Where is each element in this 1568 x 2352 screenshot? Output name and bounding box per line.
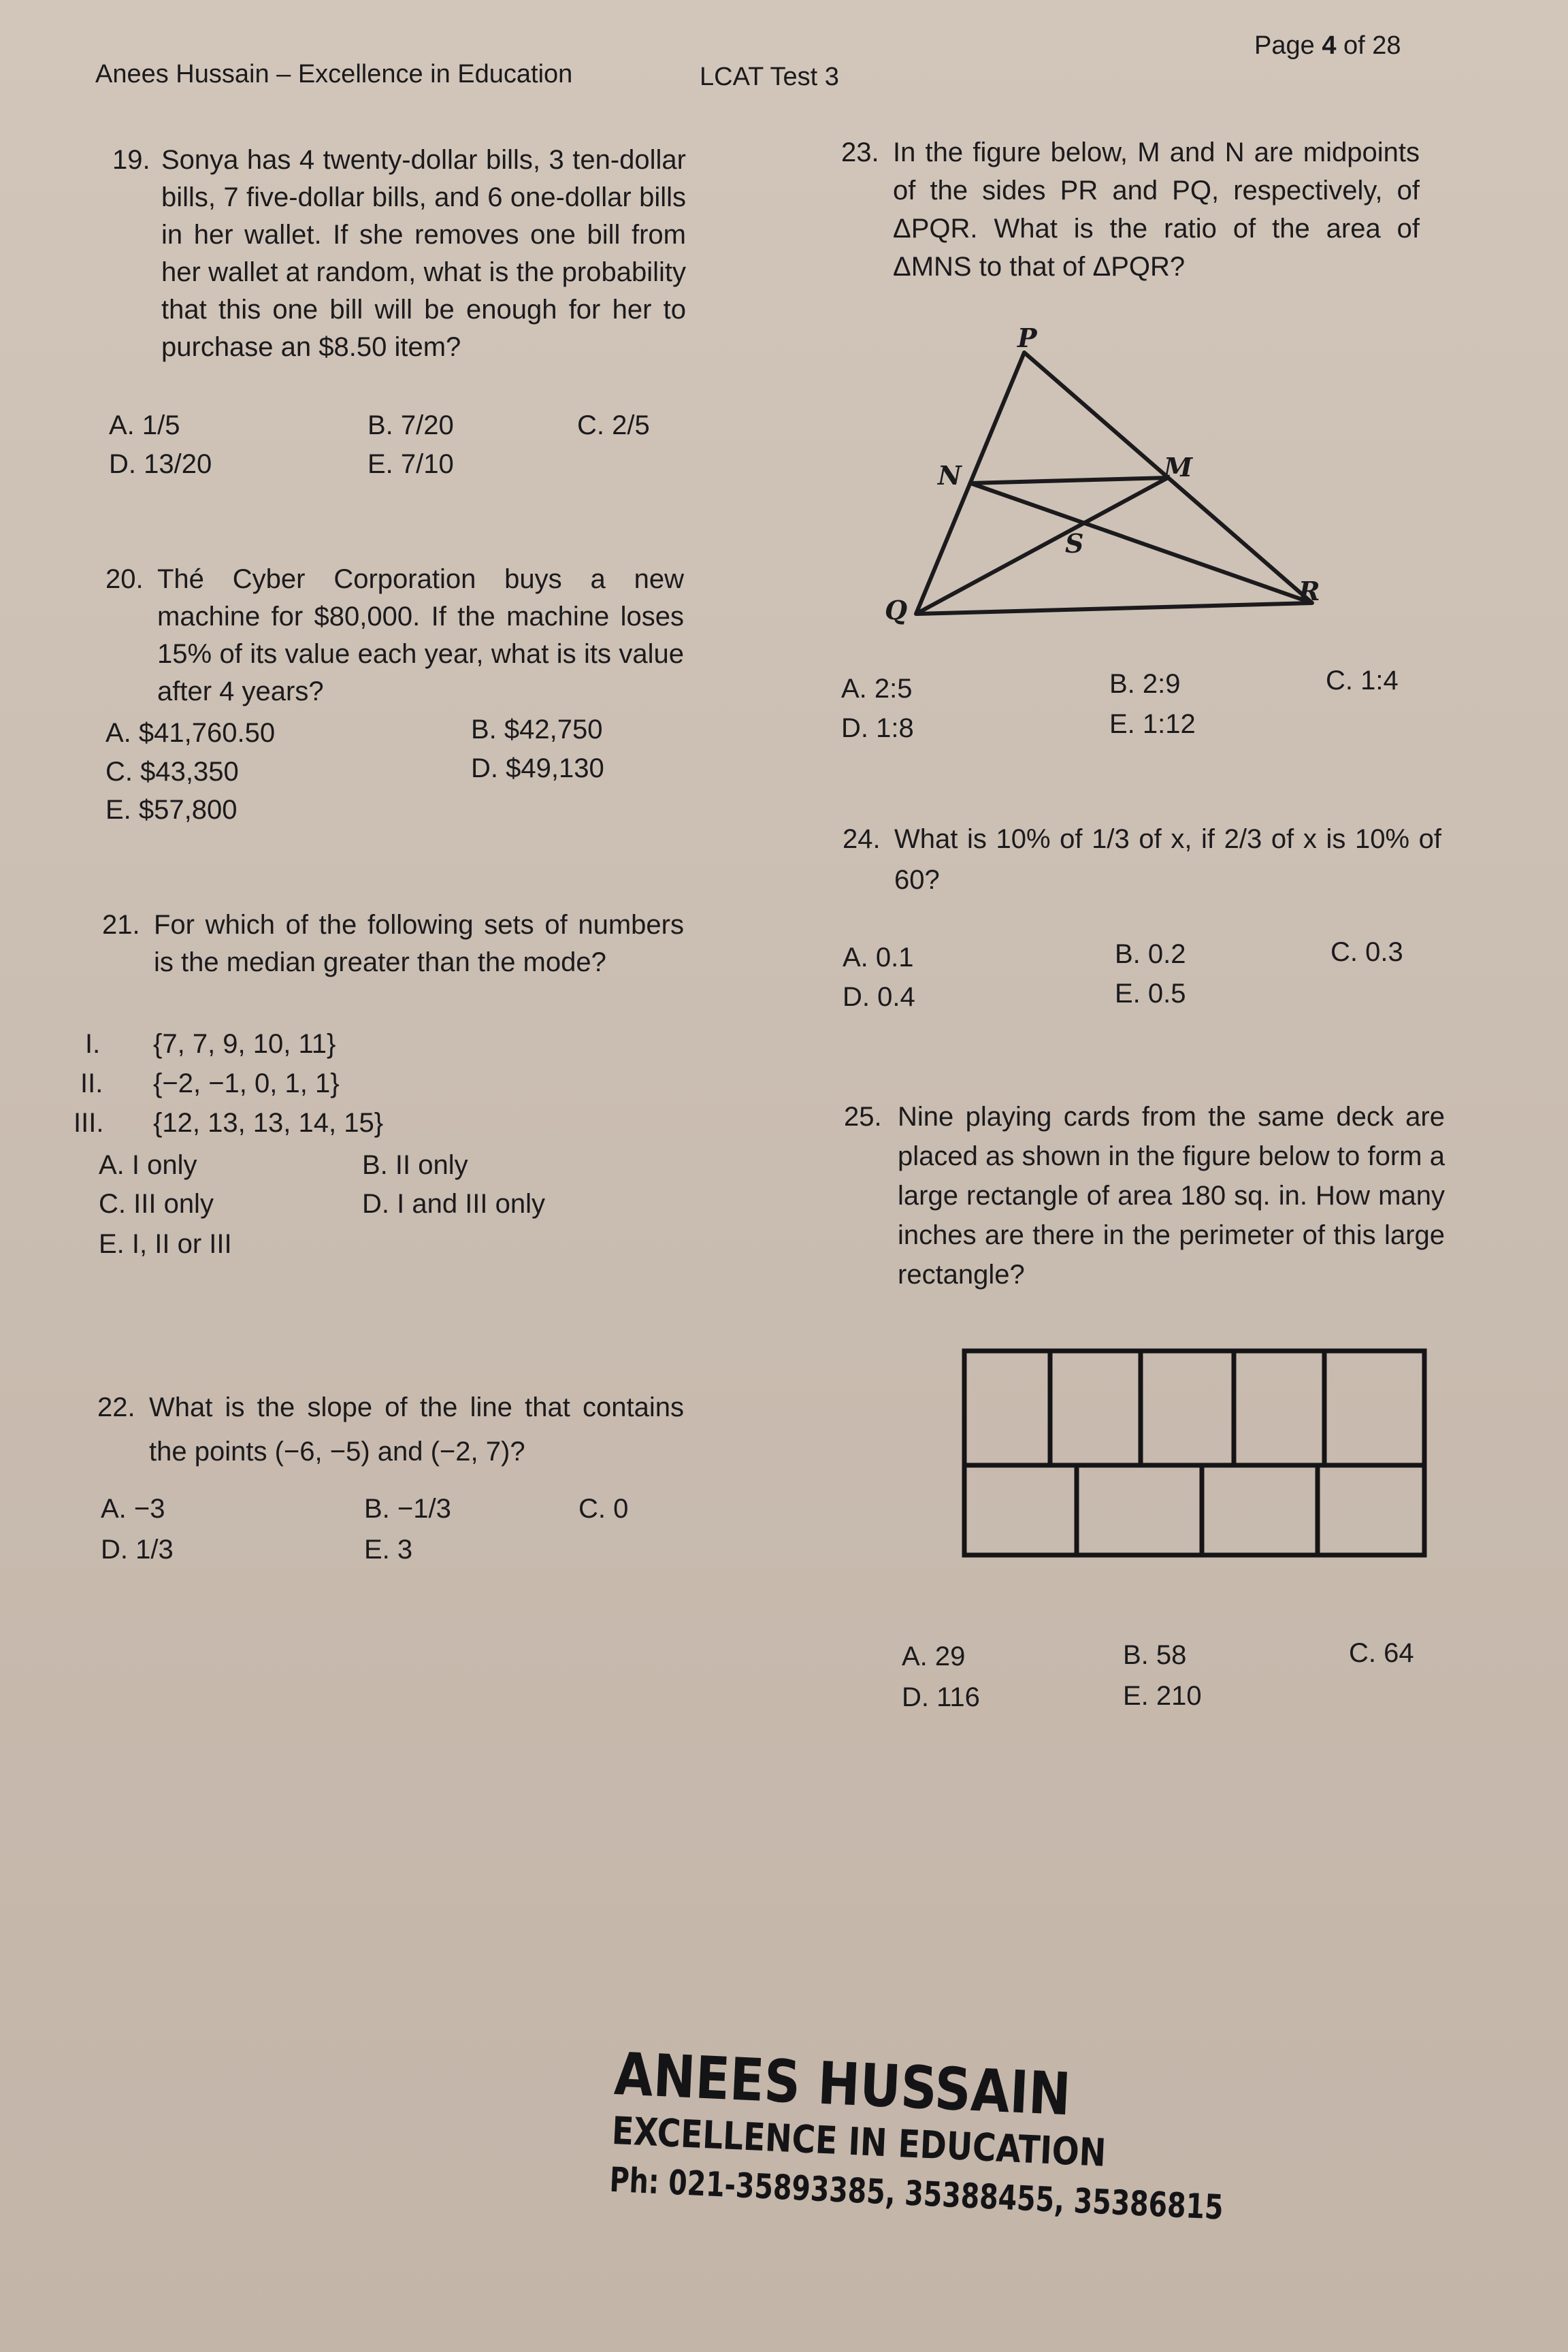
label-m: M xyxy=(1164,452,1193,483)
stamp-tagline: EXCELLENCE IN EDUCATION xyxy=(610,2108,1107,2176)
question-number: 20. xyxy=(105,564,144,594)
option-a[interactable]: A. 29 xyxy=(902,1642,966,1671)
option-d[interactable]: D. 13/20 xyxy=(109,449,212,479)
option-b[interactable]: B. −1/3 xyxy=(364,1494,451,1524)
option-e[interactable]: E. 0.5 xyxy=(1115,979,1186,1009)
option-b[interactable]: B. 2:9 xyxy=(1109,669,1181,699)
option-d[interactable]: D. 1:8 xyxy=(841,713,914,743)
option-e[interactable]: E. 1:12 xyxy=(1109,709,1196,739)
option-b[interactable]: B. 58 xyxy=(1123,1640,1187,1670)
header-center: LCAT Test 3 xyxy=(700,63,839,91)
option-c[interactable]: C. III only xyxy=(99,1189,214,1219)
question-text: Sonya has 4 twenty-dollar bills, 3 ten-dollar bills, 7 five-dollar bills, and 6 one-dollar bills in her wallet. If she removes one bill from her wallet at random, what is the probability that this one bill will be enough for her to purchase an $8.50 item? xyxy=(161,145,686,362)
question-text: What is the slope of the line that contains the points (−6, −5) and (−2, 7)? xyxy=(149,1392,684,1467)
option-a[interactable]: A. −3 xyxy=(101,1494,165,1524)
question-22 xyxy=(97,1386,684,1474)
question-number: 21. xyxy=(102,910,140,940)
question-text: In the figure below, M and N are midpoints of the sides PR and PQ, respectively, of ΔPQR. What is the ratio of the area of ΔMNS to that of ΔPQR? xyxy=(893,137,1420,282)
set-1: {7, 7, 9, 10, 11} xyxy=(153,1029,336,1059)
question-20 xyxy=(105,561,684,710)
option-e[interactable]: E. 7/10 xyxy=(368,449,454,479)
option-c[interactable]: C. 64 xyxy=(1349,1638,1414,1668)
option-a[interactable]: A. I only xyxy=(99,1150,197,1180)
option-b[interactable]: B. 7/20 xyxy=(368,410,454,440)
question-25 xyxy=(844,1097,1445,1294)
stamp-phone: Ph: 021-35893385, 35388455, 35386815 xyxy=(608,2159,1224,2227)
stamp-name: ANEES HUSSAIN xyxy=(612,2040,1073,2129)
option-b[interactable]: B. 0.2 xyxy=(1115,939,1186,969)
set-3: {12, 13, 13, 14, 15} xyxy=(153,1108,384,1138)
label-q: Q xyxy=(885,595,908,625)
question-19 xyxy=(112,142,686,366)
option-c[interactable]: C. 0 xyxy=(578,1494,629,1524)
option-e[interactable]: E. 210 xyxy=(1123,1681,1202,1711)
option-d[interactable]: D. $49,130 xyxy=(471,753,604,783)
label-p: P xyxy=(1017,323,1037,353)
option-a[interactable]: A. 1/5 xyxy=(109,410,180,440)
page-indicator xyxy=(1254,31,1401,61)
option-a[interactable]: A. 2:5 xyxy=(841,674,913,704)
question-number: 25. xyxy=(844,1102,882,1132)
question-23 xyxy=(841,133,1420,286)
question-text: What is 10% of 1/3 of x, if 2/3 of x is 10% of 60? xyxy=(894,824,1441,895)
page-suffix: of 28 xyxy=(1336,31,1401,60)
option-c[interactable]: C. 1:4 xyxy=(1326,666,1399,696)
header-left: Anees Hussain – Excellence in Education xyxy=(95,60,573,88)
label-r: R xyxy=(1298,576,1320,606)
question-number: 23. xyxy=(841,137,879,167)
option-c[interactable]: C. 2/5 xyxy=(577,410,650,440)
question-24 xyxy=(843,819,1441,900)
question-number: 19. xyxy=(112,145,150,175)
option-d[interactable]: D. 116 xyxy=(902,1682,980,1712)
question-21 xyxy=(102,906,684,981)
page-prefix: Page xyxy=(1254,31,1322,60)
roman-label-2: II. xyxy=(80,1068,103,1098)
option-e[interactable]: E. 3 xyxy=(364,1535,413,1565)
segment-qm xyxy=(916,478,1168,614)
question-text: Nine playing cards from the same deck are placed as shown in the figure below to form a large rectangle of area 180 sq. in. How many inches are there in the perimeter of this large rectangle? xyxy=(898,1102,1445,1290)
roman-label-1: I. xyxy=(85,1029,101,1059)
stamp-block xyxy=(608,2042,1392,2239)
option-b[interactable]: B. $42,750 xyxy=(471,715,603,745)
question-text: For which of the following sets of numbers is the median greater than the mode? xyxy=(154,910,684,977)
option-e[interactable]: E. $57,800 xyxy=(105,795,238,825)
option-b[interactable]: B. II only xyxy=(362,1150,468,1180)
option-d[interactable]: D. I and III only xyxy=(362,1189,546,1219)
cards-rectangle-figure xyxy=(953,1337,1443,1569)
label-s: S xyxy=(1065,528,1084,559)
option-a[interactable]: A. $41,760.50 xyxy=(105,718,276,748)
option-d[interactable]: D. 1/3 xyxy=(101,1535,174,1565)
question-number: 22. xyxy=(97,1392,135,1422)
option-c[interactable]: C. 0.3 xyxy=(1330,937,1403,967)
option-d[interactable]: D. 0.4 xyxy=(843,982,915,1012)
set-2: {−2, −1, 0, 1, 1} xyxy=(153,1068,340,1098)
question-number: 24. xyxy=(843,824,881,854)
option-c[interactable]: C. $43,350 xyxy=(105,757,239,787)
page-number: 4 xyxy=(1322,31,1337,60)
segment-nr xyxy=(970,483,1312,603)
option-e[interactable]: E. I, II or III xyxy=(99,1229,232,1259)
large-rectangle xyxy=(964,1351,1424,1555)
option-a[interactable]: A. 0.1 xyxy=(843,943,914,973)
roman-label-3: III. xyxy=(74,1108,104,1138)
label-n: N xyxy=(938,460,962,491)
segment-nm xyxy=(970,478,1168,483)
question-text: Thé Cyber Corporation buys a new machine for $80,000. If the machine loses 15% of its value each year, what is its value after 4 years? xyxy=(157,564,684,706)
triangle-figure xyxy=(871,320,1361,633)
